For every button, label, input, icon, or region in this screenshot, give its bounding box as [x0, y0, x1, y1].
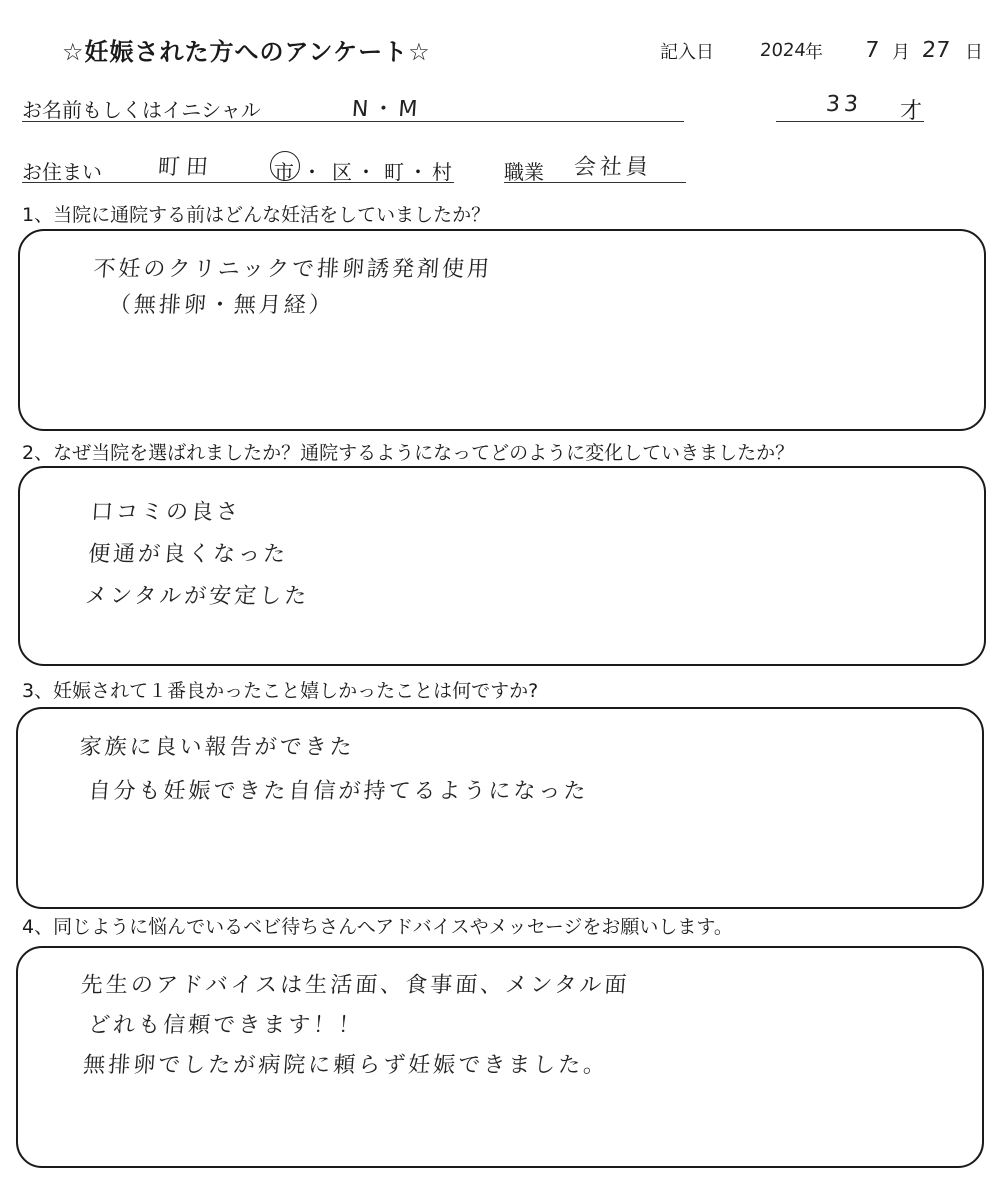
- occupation-underline: [504, 182, 686, 183]
- answer-line: 家族に良い報告ができた: [78, 735, 356, 760]
- date-year-unit: 年: [805, 42, 823, 63]
- occupation-value: 会社員: [572, 155, 653, 180]
- answer-line: 不妊のクリニックで排卵誘発剤使用: [92, 257, 493, 282]
- answer-1: [89, 252, 493, 324]
- address-option-mura: 村: [432, 160, 452, 184]
- answer-line: メンタルが安定した: [84, 584, 311, 609]
- separator-dot: ・: [356, 160, 376, 184]
- answer-line: 便通が良くなった: [87, 542, 289, 567]
- answer-3: [75, 726, 593, 814]
- occupation-label: 職業: [504, 160, 544, 184]
- age-unit: 才: [900, 99, 923, 124]
- survey-title: ☆妊娠された方へのアンケート☆: [62, 38, 431, 66]
- date-field: [660, 38, 990, 68]
- answer-line: 先生のアドバイスは生活面、食事面、メンタル面: [79, 973, 631, 998]
- address-underline: [22, 182, 454, 183]
- name-label: お名前もしくはイニシャル: [22, 98, 261, 122]
- answer-4: [74, 966, 631, 1086]
- question-1: 1、当院に通院する前はどんな妊活をしていましたか？: [22, 204, 491, 226]
- answer-2: [84, 492, 317, 618]
- separator-dot: ・: [302, 160, 322, 184]
- address-option-machi: 町: [384, 160, 404, 184]
- address-value: 町田: [156, 155, 215, 180]
- answer-line: どれも信頼できます！！: [87, 1013, 364, 1038]
- date-month-unit: 月: [892, 42, 910, 63]
- answer-line: 自分も妊娠できた自信が持てるようになった: [87, 779, 590, 804]
- answer-line: （無排卵・無月経）: [107, 293, 335, 318]
- date-month-value: 7: [864, 38, 880, 63]
- age-value: 33: [825, 92, 863, 117]
- answer-line: 口コミの良さ: [90, 500, 242, 525]
- address-option-ku: 区: [332, 160, 352, 184]
- age-underline: [776, 121, 924, 122]
- separator-dot: ・: [408, 160, 428, 184]
- address-option-shi: 市: [274, 160, 294, 184]
- date-year-value: 2024: [759, 40, 807, 61]
- date-day-value: 27: [921, 38, 951, 63]
- name-underline: [22, 121, 684, 122]
- address-label: お住まい: [22, 160, 102, 184]
- answer-line: 無排卵でしたが病院に頼らず妊娠できました。: [82, 1053, 610, 1078]
- question-2: 2、なぜ当院を選ばれましたか？通院するようになってどのように変化していきましたか？: [22, 442, 795, 464]
- date-label: 記入日: [660, 42, 714, 63]
- question-3: 3、妊娠されて１番良かったこと嬉しかったことは何ですか?: [22, 680, 539, 702]
- question-4: 4、同じように悩んでいるベビ待ちさんへアドバイスやメッセージをお願いします。: [22, 916, 733, 938]
- date-day-unit: 日: [965, 42, 983, 63]
- name-value: N・M: [350, 97, 423, 122]
